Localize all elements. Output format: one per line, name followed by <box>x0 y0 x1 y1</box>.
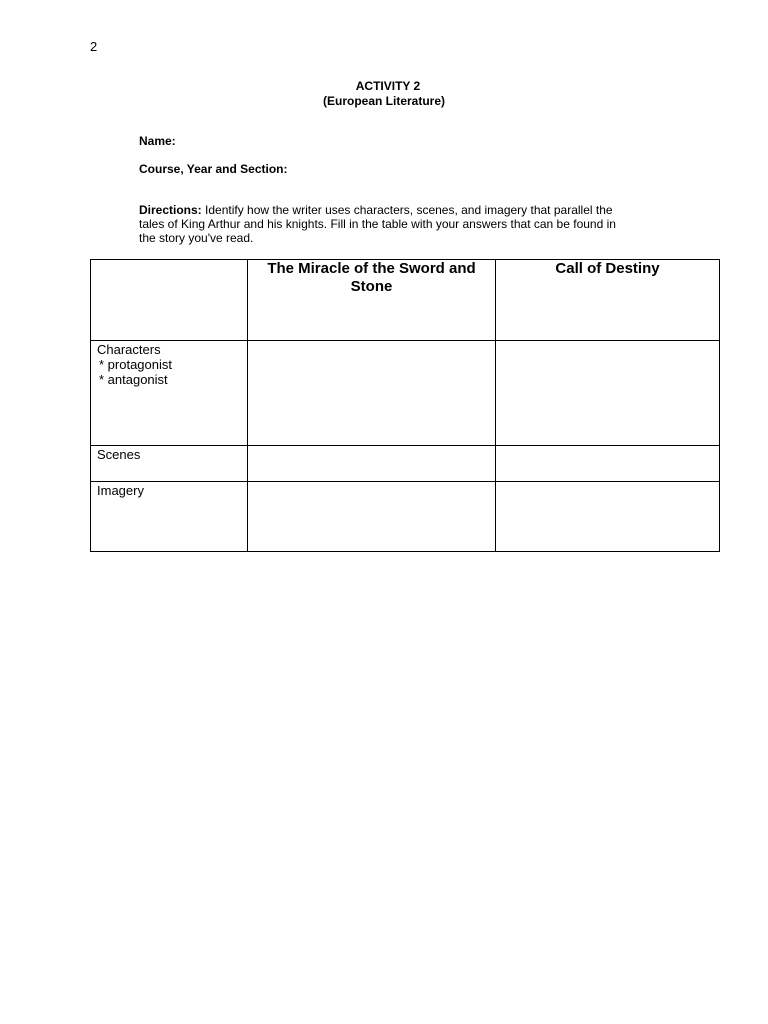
answer-cell[interactable] <box>248 446 496 482</box>
answer-cell[interactable] <box>496 341 720 446</box>
directions-text: Identify how the writer uses characters, scenes, and imagery that parallel the tales of King Arthur and his knights. Fill in the table with your answers that can be found in the story you've read. <box>139 203 616 245</box>
activity-title: ACTIVITY 2 <box>355 79 421 93</box>
title-block <box>0 79 768 109</box>
answer-cell[interactable] <box>496 482 720 552</box>
row-label-characters: Characters <box>97 342 161 357</box>
page-number: 2 <box>90 39 98 54</box>
directions-label: Directions: <box>139 203 202 217</box>
row-label-scenes: Scenes <box>97 447 141 462</box>
row-label-cell <box>91 482 248 552</box>
row-label-cell <box>91 341 248 446</box>
table-row <box>91 341 720 446</box>
header-cell-call-of-destiny <box>496 260 720 341</box>
answer-cell[interactable] <box>496 446 720 482</box>
activity-table <box>90 259 720 552</box>
sub-item-protagonist: * protagonist <box>99 357 172 372</box>
table-header-row <box>91 260 720 341</box>
header-cell-sword-and-stone <box>248 260 496 341</box>
row-label-imagery: Imagery <box>97 483 144 498</box>
name-label: Name: <box>139 134 176 148</box>
row-label-cell <box>91 446 248 482</box>
sub-item-antagonist: * antagonist <box>99 372 168 387</box>
activity-subtitle: (European Literature) <box>322 94 445 108</box>
column-heading: Call of Destiny <box>555 260 660 277</box>
directions <box>139 203 629 245</box>
table-row <box>91 482 720 552</box>
course-year-section-label: Course, Year and Section: <box>139 162 288 176</box>
table-row <box>91 446 720 482</box>
answer-cell[interactable] <box>248 482 496 552</box>
answer-cell[interactable] <box>248 341 496 446</box>
header-cell-empty <box>91 260 248 341</box>
column-heading: The Miracle of the Sword and Stone <box>267 260 476 295</box>
